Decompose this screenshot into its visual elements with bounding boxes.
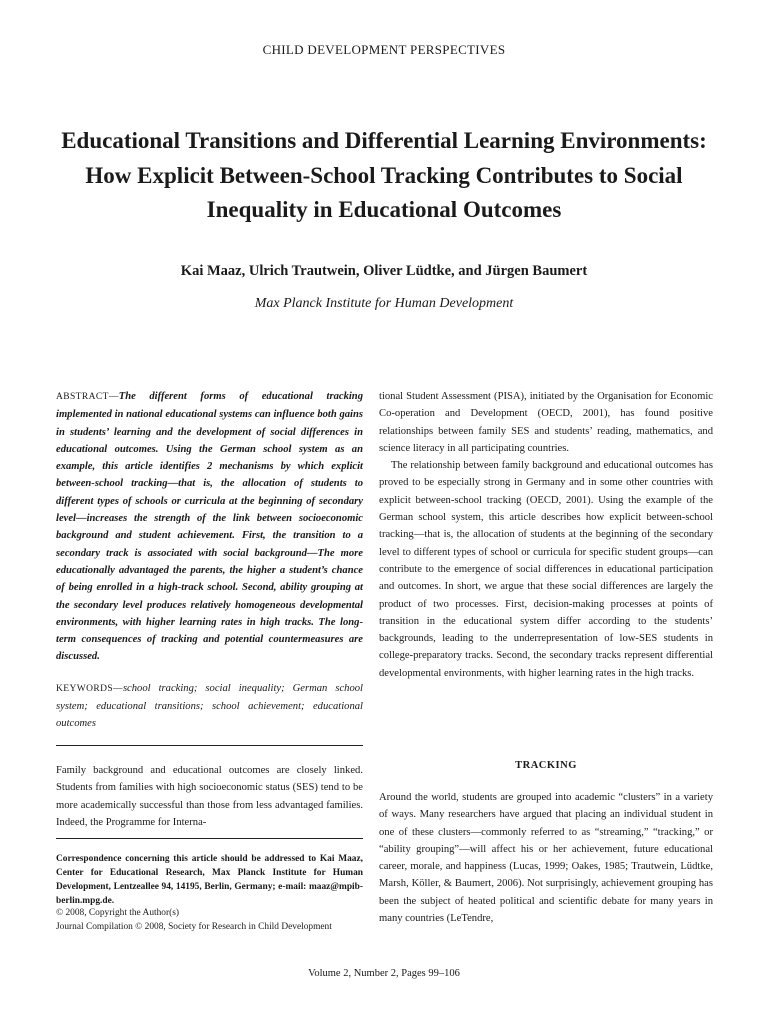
left-column <box>56 388 363 733</box>
keywords <box>56 680 363 733</box>
affiliation: Max Planck Institute for Human Development <box>254 296 514 311</box>
tracking-paragraph: Around the world, students are grouped into academic “clusters” in a variety of ways. Many researchers have argued that placing an individual student in one of these clusters—commonly referred to as “streaming,” “tracking,” or “ability grouping”—will affect his or her achievement, future educational career, morale, and happiness (Lucas, 1999; Oakes, 1985; Trautwein, Lüdtke, Marsh, Köller, & Baumert, 2006). Not surprisingly, achievement grouping has been the subject of heated political and scientific debate for many years in many countries (LeTendre, <box>379 792 713 925</box>
right-paragraph-1: tional Student Assessment (PISA), initiated by the Organisation for Economic Co-operation and Development (OECD, 2001), has found positive relationships between family SES and students’ reading, mathematics, and science literacy in all participating countries. <box>379 391 713 454</box>
article-title: Educational Transitions and Differential Learning Environments: How Explicit Between-School Tracking Contributes to Social Inequality in Educational Outcomes <box>61 128 707 222</box>
abstract-label: ABSTRACT— <box>56 392 119 402</box>
abstract-text: The different forms of educational tracking implemented in national educational systems can influence both gains in students’ learning and the development of social differences in educational outcomes. Using the German school system as an example, this article identifies 2 mechanisms by which explicit between-school tracking—that is, the allocation of students to different types of schools or curricula at the beginning of secondary level—increases the strength of the link between socioeconomic background and student achievement. First, the transition to a secondary track is associated with social background—The more educationally advantaged the parents, the higher a student’s chance of being enrolled in a high-track school. Second, ability grouping at the secondary level produces relatively homogeneous developmental environments, with higher learning rates in high tracks. The long-term consequences of tracking and potential countermeasures are discussed. <box>56 391 363 663</box>
page-footer: Volume 2, Number 2, Pages 99–106 <box>308 968 460 979</box>
right-paragraph-2: The relationship between family background and educational outcomes has proved to be especially strong in Germany and in some other countries with explicit between-school tracking (OECD, 2001). Using the example of the German school system, this article describes how explicit between-school tracking—that is, the allocation of students at the beginning of the secondary level to different types of school or curricula for specific student groups—can contribute to the emergence of social differences in educational participation and outcomes. In short, we argue that these social differences are largely the product of two processes. First, decision-making processes at points of transition in the educational system differ according to the students’ backgrounds, leading to the underrepresentation of low-SES students in college-preparatory tracks. Second, the secondary tracks represent differential developmental environments, with higher learning rates in the high tracks. <box>379 460 713 679</box>
right-column <box>379 388 713 682</box>
abstract-divider <box>56 745 363 746</box>
copyright-notice <box>56 906 363 934</box>
intro-paragraph: Family background and educational outcomes are closely linked. Students from families with high socioeconomic status (SES) tend to be more academically successful than those from less advantaged families. Indeed, the Programme for Interna- <box>56 765 363 828</box>
author-list: Kai Maaz, Ulrich Trautwein, Oliver Lüdtke, and Jürgen Baumert <box>180 263 588 279</box>
copyright-line-1: © 2008, Copyright the Author(s) <box>56 908 180 918</box>
journal-name: CHILD DEVELOPMENT PERSPECTIVES <box>262 42 506 57</box>
abstract <box>56 388 363 666</box>
keywords-label: KEYWORDS— <box>56 683 123 694</box>
keywords-text: school tracking; social inequality; German school system; educational transitions; school achievement; educational outcomes <box>56 682 363 730</box>
copyright-line-2: Journal Compilation © 2008, Society for Research in Child Development <box>56 922 332 932</box>
section-heading: TRACKING <box>515 760 577 771</box>
footnote-divider <box>56 838 363 839</box>
correspondence-note: Correspondence concerning this article should be addressed to Kai Maaz, Center for Educational Research, Max Planck Institute for Human Development, Lentzeallee 94, 14195, Berlin, Germany; e-mail: maaz@mpib-berlin.mpg.de. <box>56 854 363 906</box>
